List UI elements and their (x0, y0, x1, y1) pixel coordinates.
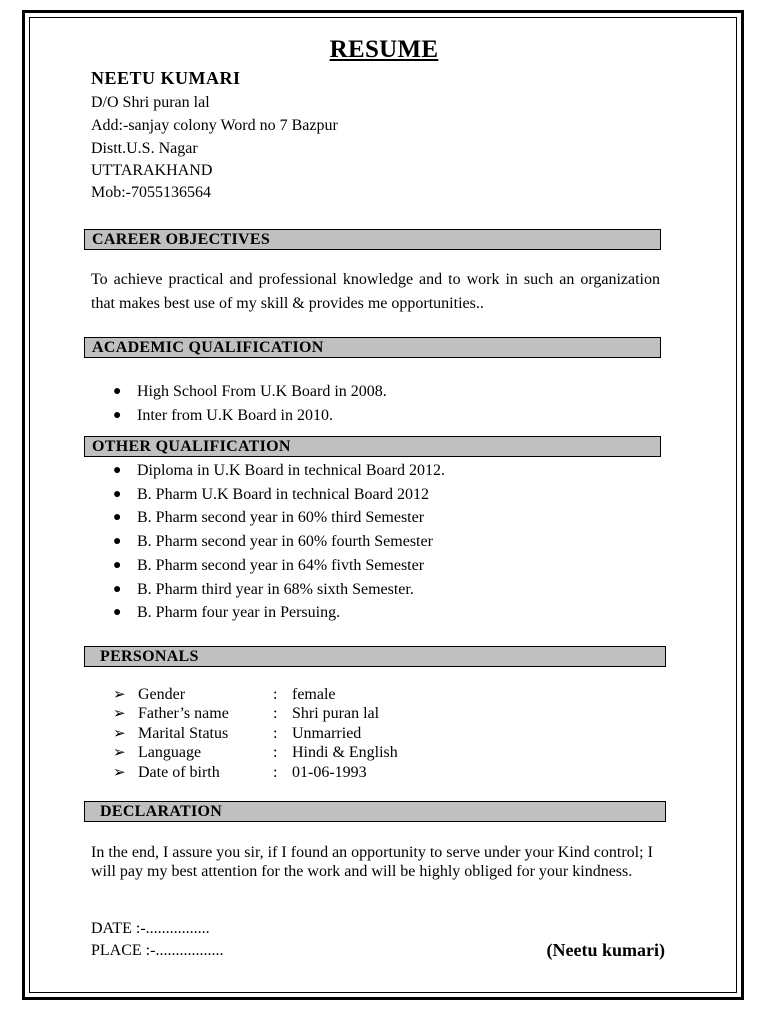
arrow-bullet-icon: ➢ (113, 687, 126, 703)
section-heading-academic: ACADEMIC QUALIFICATION (84, 337, 661, 358)
list-item: ● Diploma in U.K Board in technical Board 2012. (113, 459, 445, 483)
list-item: ● B. Pharm four year in Persuing. (113, 601, 445, 625)
list-item: ● B. Pharm U.K Board in technical Board 2012 (113, 483, 445, 507)
applicant-name: NEETU KUMARI (91, 68, 241, 88)
section-heading-other: OTHER QUALIFICATION (84, 436, 661, 457)
bullet-icon: ● (113, 384, 122, 399)
section-heading-personals: PERSONALS (84, 646, 666, 667)
list-item: ● B. Pharm third year in 68% sixth Semester. (113, 578, 445, 602)
list-item: ● B. Pharm second year in 60% third Semester (113, 506, 445, 530)
arrow-bullet-icon: ➢ (113, 765, 126, 781)
arrow-bullet-icon: ➢ (113, 745, 126, 761)
state-line: UTTARAKHAND (91, 162, 213, 179)
bullet-icon: ● (113, 510, 122, 526)
list-item: ● B. Pharm second year in 60% fourth Semester (113, 530, 445, 554)
arrow-bullet-icon: ➢ (113, 706, 126, 722)
declaration-text: In the end, I assure you sir, if I found an opportunity to serve under your Kind control; I will pay my best attention for the work and will be highly obliged for your kindness. (91, 844, 653, 880)
other-qualification-list (113, 459, 445, 625)
list-item: ● B. Pharm second year in 64% fivth Semester (113, 554, 445, 578)
mobile-line: Mob:-7055136564 (91, 184, 211, 201)
bullet-icon: ● (113, 408, 122, 423)
parent-line: D/O Shri puran lal (91, 94, 210, 111)
bullet-icon: ● (113, 557, 122, 573)
bullet-icon: ● (113, 486, 122, 502)
address-line: Add:-sanjay colony Word no 7 Bazpur (91, 117, 338, 134)
bullet-icon: ● (113, 605, 122, 621)
academic-list (113, 380, 387, 428)
bullet-icon: ● (113, 463, 122, 478)
arrow-bullet-icon: ➢ (113, 726, 126, 742)
district-line: Distt.U.S. Nagar (91, 140, 198, 157)
section-heading-career: CAREER OBJECTIVES (84, 229, 661, 250)
signature-name: (Neetu kumari) (546, 940, 665, 960)
place-line: PLACE :-................. (91, 942, 224, 959)
list-item: ● Inter from U.K Board in 2010. (113, 404, 387, 428)
career-objective-text: To achieve practical and professional knowledge and to work in such an organization that makes best use of my skill & provides me opportunities.. (91, 271, 660, 312)
bullet-icon: ● (113, 581, 122, 597)
list-item: ● High School From U.K Board in 2008. (113, 380, 387, 404)
date-line: DATE :-................ (91, 920, 210, 937)
section-heading-declaration: DECLARATION (84, 801, 666, 822)
document-title: RESUME (329, 36, 439, 63)
bullet-icon: ● (113, 534, 122, 550)
